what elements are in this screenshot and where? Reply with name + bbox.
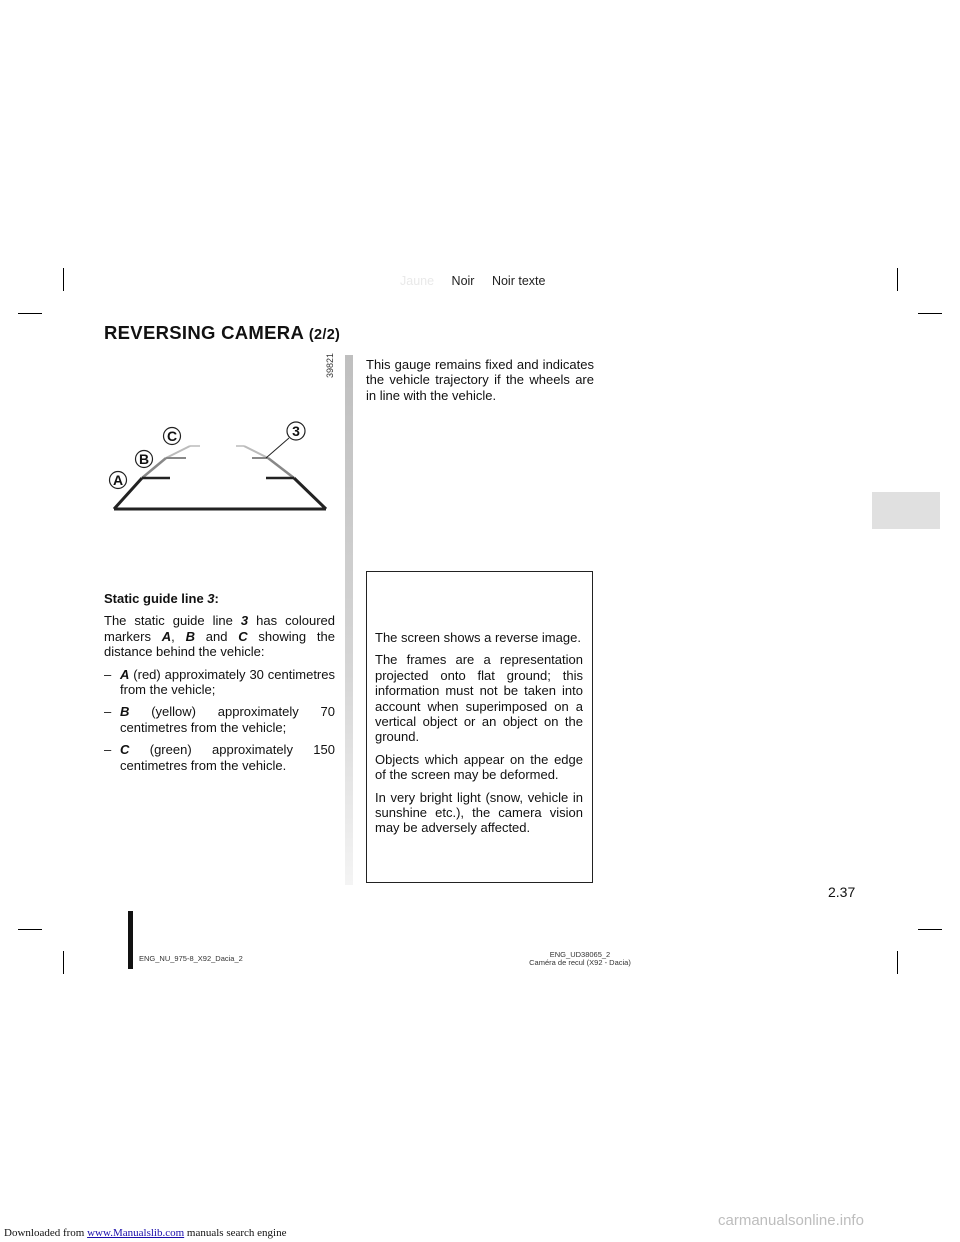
callout-leader <box>266 438 289 458</box>
watermark: carmanualsonline.info <box>718 1212 864 1229</box>
gauge-description: This gauge remains fixed and indicates the vehicle trajectory if the wheels are in line with the vehicle. <box>366 357 594 403</box>
section-heading: Static guide line 3: <box>104 591 219 606</box>
manualslib-link[interactable]: www.Manualslib.com <box>87 1227 185 1239</box>
download-bar <box>0 1225 960 1242</box>
note-paragraph: In very bright light (snow, vehicle in sunshine etc.), the camera vision may be adversely affected. <box>375 789 583 836</box>
marker-b <box>136 451 153 468</box>
section-intro: The static guide line 3 has coloured markers A, B and C showing the distance behind the vehicle: <box>104 613 336 660</box>
footer-right-code: ENG_UD38065_2 <box>549 950 611 959</box>
marker-c-label: C <box>166 428 178 444</box>
page-title-part: (2/2) <box>308 327 341 343</box>
figure-reference: 39821 <box>325 352 335 378</box>
guide-line-diagram <box>104 418 334 518</box>
page-title <box>104 322 340 344</box>
page-title-text: REVERSING CAMERA <box>104 322 304 343</box>
section-tab <box>872 492 940 529</box>
page-number: 2.37 <box>828 884 856 900</box>
static-guide-line-section <box>104 591 335 780</box>
download-prefix: Downloaded from <box>4 1227 88 1239</box>
marker-c <box>164 428 181 445</box>
footer-bar <box>128 911 133 969</box>
list-item: – C (green) approximately 150 centimetres from the vehicle. <box>104 742 335 773</box>
footer-left-code: ENG_NU_975-8_X92_Dacia_2 <box>139 954 243 963</box>
note-box <box>366 571 593 883</box>
marker-3 <box>287 422 305 440</box>
footer-right <box>520 951 640 967</box>
column-divider <box>345 355 353 885</box>
download-suffix: manuals search engine <box>184 1227 287 1239</box>
footer-right-desc: Caméra de recul (X92 - Dacia) <box>529 958 631 967</box>
color-mark-jaune: Jaune <box>400 274 435 288</box>
marker-b-label: B <box>138 451 150 467</box>
right-column-intro <box>366 357 594 410</box>
color-separation-marks <box>400 274 559 288</box>
note-paragraph: The screen shows a reverse image. <box>375 630 581 645</box>
marker-a <box>110 472 127 489</box>
marker-a-label: A <box>112 472 124 488</box>
marker-3-label: 3 <box>292 423 300 439</box>
note-paragraph: Objects which appear on the edge of the screen may be deformed. <box>375 751 583 783</box>
list-item: – A (red) approximately 30 centimetres from the vehicle; <box>104 666 335 698</box>
color-mark-noir: Noir <box>451 274 475 288</box>
note-paragraph: The frames are a representation projected onto flat ground; this information must not be taken into account when superimposed on a vertical object or an object on the ground. <box>375 652 583 745</box>
list-item: – B (yellow) approximately 70 centimetres from the vehicle; <box>104 704 335 735</box>
color-mark-noir-texte: Noir texte <box>491 274 546 288</box>
